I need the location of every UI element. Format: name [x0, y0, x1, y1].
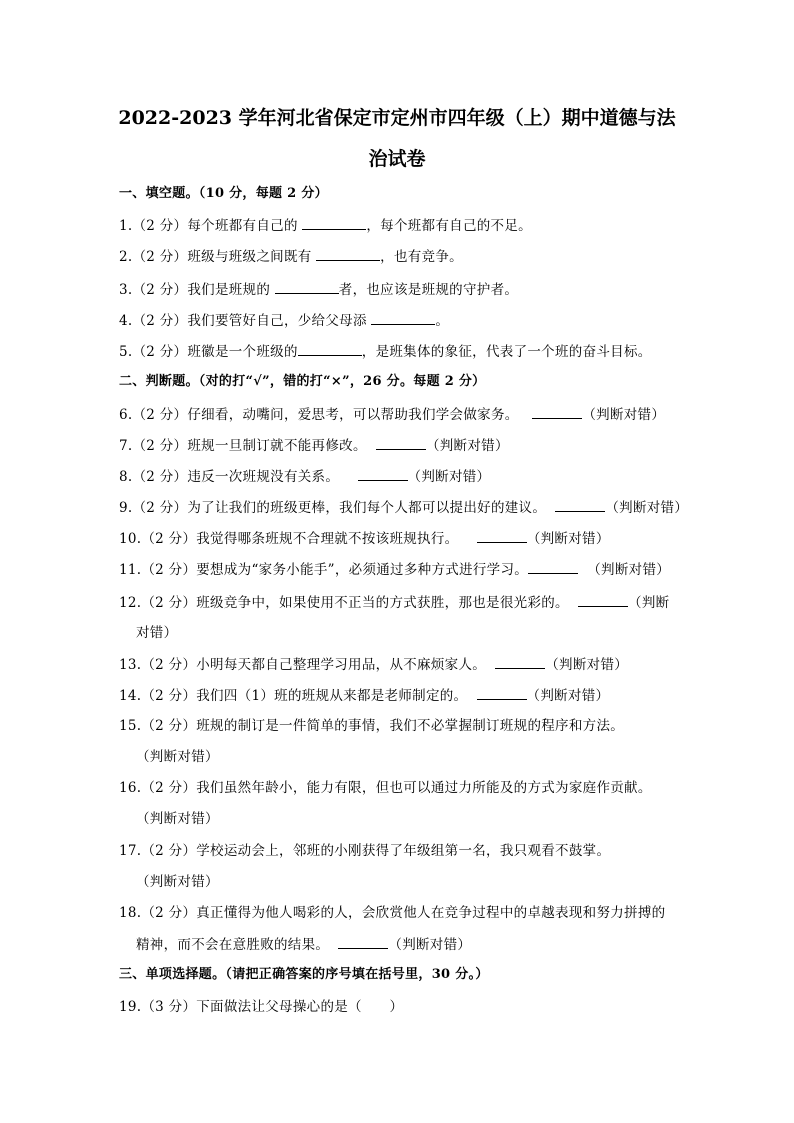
section-judge-heading: 二、判断题。（对的打“√”，错的打“×”，26 分。每题 2 分）	[119, 374, 486, 389]
answer-blank[interactable]	[371, 311, 435, 325]
question-4-text-end: 。	[435, 313, 450, 329]
judge-suffix: （判断对错）	[526, 531, 610, 547]
judge-suffix: （判断对错）	[582, 407, 666, 423]
question-9	[119, 498, 688, 517]
question-3-text-end: 者，也应该是班规的守护者。	[338, 282, 519, 298]
judge-suffix-part: （判断	[628, 595, 670, 611]
question-5-text-end: ，是班集体的象征，代表了一个班的奋斗目标。	[361, 344, 652, 360]
answer-blank[interactable]	[528, 560, 578, 574]
judge-suffix: （判断对错）	[388, 937, 472, 953]
answer-blank[interactable]	[316, 247, 380, 261]
question-6-text: 6.（2 分）仔细看，动嘴问，爱思考，可以帮助我们学会做家务。	[119, 407, 519, 423]
answer-blank[interactable]	[275, 280, 339, 294]
question-15-continued: （判断对错）	[136, 749, 219, 765]
question-1	[119, 216, 532, 235]
judge-suffix: （判断对错）	[425, 438, 509, 454]
question-12-continued: 对错）	[136, 625, 178, 641]
answer-blank[interactable]	[338, 935, 388, 949]
question-5-text: 5.（2 分）班徽是一个班级的	[119, 344, 298, 360]
exam-title-line-1: 2022-2023 学年河北省保定市定州市四年级（上）期中道德与法	[118, 107, 676, 129]
question-16-continued: （判断对错）	[136, 811, 219, 827]
question-7	[119, 436, 509, 455]
question-7-text: 7.（2 分）班规一旦制订就不能再修改。	[119, 438, 367, 454]
question-3-text: 3.（2 分）我们是班规的	[119, 282, 275, 298]
question-10	[119, 529, 610, 548]
question-18-text-end: 精神，而不会在意胜败的结果。	[136, 937, 330, 953]
question-2	[119, 247, 463, 266]
answer-blank[interactable]	[555, 498, 605, 512]
question-13	[119, 655, 628, 674]
question-14	[119, 686, 609, 705]
question-5	[119, 342, 652, 361]
answer-blank[interactable]	[477, 686, 527, 700]
answer-blank[interactable]	[495, 655, 545, 669]
question-17: 17.（2 分）学校运动会上，邻班的小刚获得了年级组第一名，我只观看不鼓掌。	[119, 843, 611, 859]
judge-suffix: （判断对错）	[545, 657, 629, 673]
answer-blank[interactable]	[532, 405, 582, 419]
question-1-text: 1.（2 分）每个班都有自己的	[119, 218, 303, 234]
question-14-text: 14.（2 分）我们四（1）班的班规从来都是老师制定的。	[119, 688, 468, 704]
question-8	[119, 467, 490, 486]
judge-suffix: （判断对错）	[526, 688, 610, 704]
question-18-continued	[136, 935, 471, 954]
question-11	[119, 560, 670, 579]
question-8-text: 8.（2 分）违反一次班规没有关系。	[119, 469, 340, 485]
question-17-continued: （判断对错）	[136, 874, 219, 890]
question-2-text-end: ，也有竞争。	[380, 249, 463, 265]
question-6	[119, 405, 665, 424]
answer-blank[interactable]	[578, 593, 628, 607]
question-13-text: 13.（2 分）小明每天都自己整理学习用品，从不麻烦家人。	[119, 657, 487, 673]
question-19: 19.（3 分）下面做法让父母操心的是（ ）	[119, 999, 404, 1015]
question-9-text: 9.（2 分）为了让我们的班级更棒，我们每个人都可以提出好的建议。	[119, 500, 547, 516]
question-4	[119, 311, 449, 330]
question-12-text: 12.（2 分）班级竞争中，如果使用不正当的方式获胜，那也是很光彩的。	[119, 595, 569, 611]
question-1-text-end: ，每个班都有自己的不足。	[366, 218, 532, 234]
question-3	[119, 280, 518, 299]
answer-blank[interactable]	[298, 342, 362, 356]
judge-suffix: （判断对错）	[605, 500, 689, 516]
question-12	[119, 593, 669, 612]
section-fill-in-heading: 一、填空题。（10 分，每题 2 分）	[119, 186, 328, 201]
judge-suffix: （判断对错）	[407, 469, 491, 485]
question-2-text: 2.（2 分）班级与班级之间既有	[119, 249, 317, 265]
question-10-text: 10.（2 分）我觉得哪条班规不合理就不按该班规执行。	[119, 531, 459, 547]
answer-blank[interactable]	[477, 529, 527, 543]
exam-title-line-2: 治试卷	[368, 148, 426, 170]
section-choice-heading: 三、单项选择题。（请把正确答案的序号填在括号里，30 分。）	[119, 967, 489, 982]
question-4-text: 4.（2 分）我们要管好自己，少给父母添	[119, 313, 372, 329]
question-16: 16.（2 分）我们虽然年龄小，能力有限，但也可以通过力所能及的方式为家庭作贡献。	[119, 780, 652, 796]
question-18: 18.（2 分）真正懂得为他人喝彩的人，会欣赏他人在竞争过程中的卓越表现和努力拼搏的	[119, 905, 666, 921]
answer-blank[interactable]	[358, 467, 408, 481]
question-15: 15.（2 分）班规的制订是一件简单的事情，我们不必掌握制订班规的程序和方法。	[119, 718, 625, 734]
question-11-text: 11.（2 分）要想成为“家务小能手”，必须通过多种方式进行学习。	[119, 562, 529, 578]
answer-blank[interactable]	[302, 216, 366, 230]
judge-suffix: （判断对错）	[587, 562, 671, 578]
answer-blank[interactable]	[376, 436, 426, 450]
